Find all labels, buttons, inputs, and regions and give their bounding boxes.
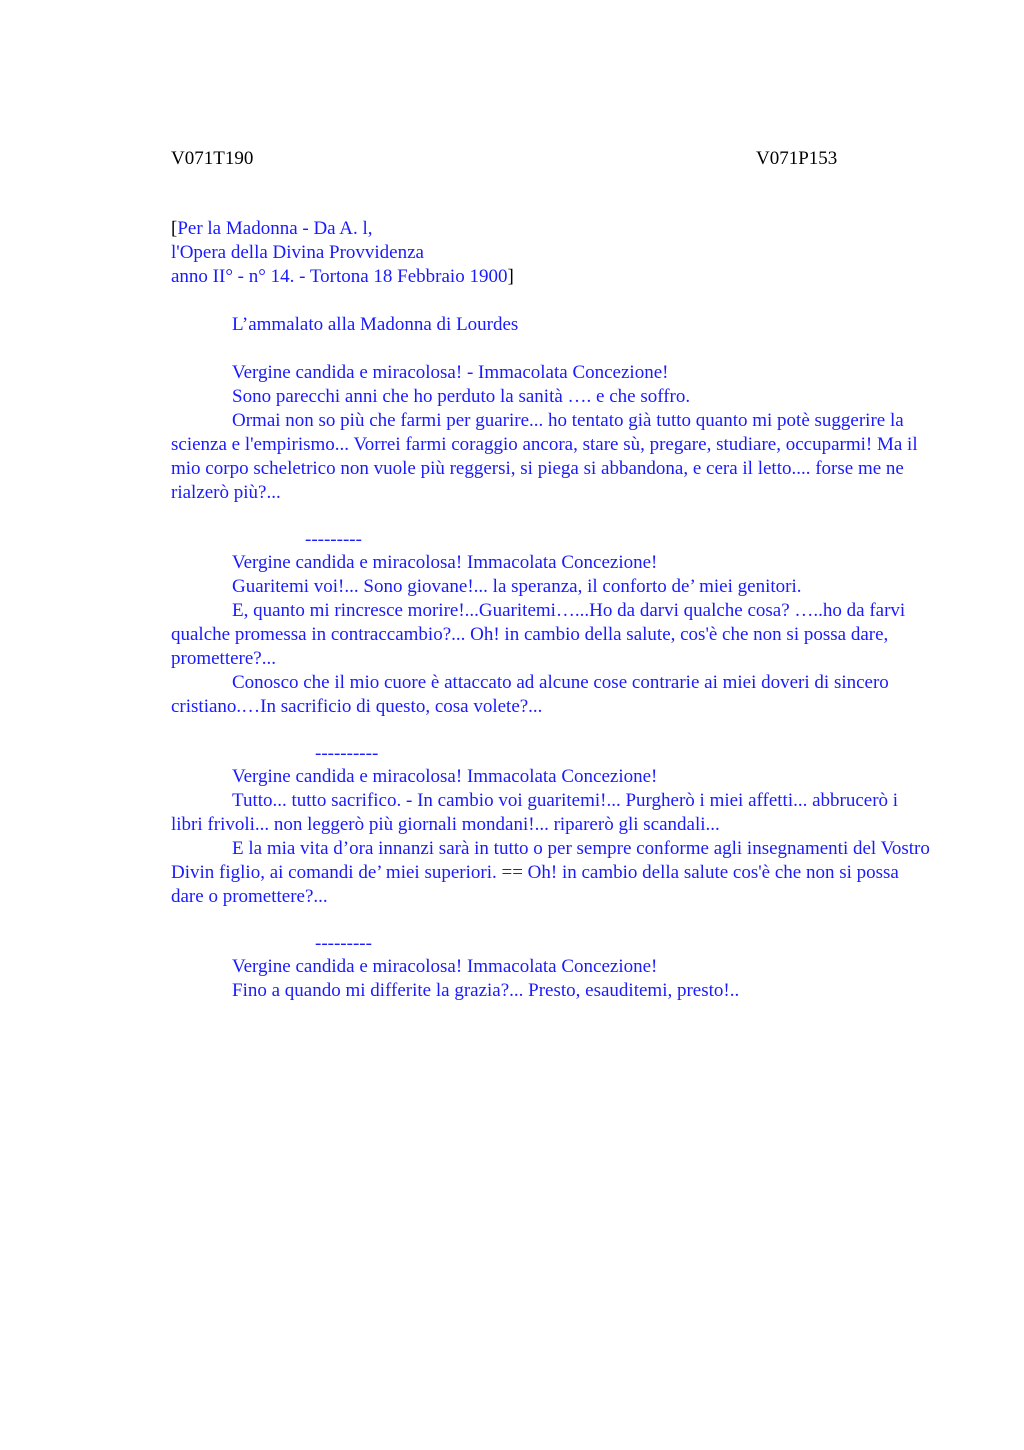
section-1-paragraph: Ormai non so più che farmi per guarire... ho tentato già tutto quanto mi potè suggerire la scienza e l'empirismo... Vorrei farmi coraggio ancora, stare sù, pregare, studiare, occuparmi! Ma il mio corpo scheletrico non vuole più reggersi, si piega si abbandona, e cera il letto.... forse me ne rialzerò più?...	[171, 410, 918, 503]
close-bracket: ]	[507, 266, 514, 287]
source-line-1	[171, 217, 931, 241]
section-3	[171, 765, 931, 909]
section-2-line-1: Guaritemi voi!... Sono giovane!... la speranza, il conforto de’ miei genitori.	[232, 576, 802, 597]
section-3-paragraph-2: E la mia vita d’ora innanzi sarà in tutto o per sempre conforme agli insegnamenti del Vostro Divin figlio, ai comandi de’ miei superiori. == Oh! in cambio della salute cos'è che non si possa dare o promettere?...	[171, 838, 930, 907]
separator-3-block	[171, 932, 931, 956]
section-4-invocation: Vergine candida e miracolosa! Immacolata Concezione!	[232, 956, 658, 977]
section-2-paragraph-1: E, quanto mi rincresce morire!...Guaritemi…...Ho da darvi qualche cosa? …..ho da farvi qualche promessa in contraccambio?... Oh! in cambio della salute, cos'è che non si possa dare, promettere?...	[171, 600, 906, 669]
section-3-invocation: Vergine candida e miracolosa! Immacolata Concezione!	[232, 766, 658, 787]
document-code-right: V071P153	[756, 148, 838, 169]
separator-3: ---------	[315, 933, 372, 954]
source-citation	[171, 217, 931, 289]
section-1-line-1: Sono parecchi anni che ho perduto la sanità …. e che soffro.	[232, 386, 691, 407]
separator-1-block	[171, 528, 931, 552]
separator-2: ----------	[315, 743, 379, 764]
section-4	[171, 955, 931, 1003]
section-3-paragraph-1: Tutto... tutto sacrifico. - In cambio voi guaritemi!... Purgherò i miei affetti... abbrucerò i libri frivoli... non leggerò più giornali mondani!... riparerò gli scandali...	[171, 790, 899, 835]
poem-title-block	[171, 313, 931, 337]
section-1-invocation: Vergine candida e miracolosa! - Immacolata Concezione!	[232, 362, 669, 383]
separator-2-block	[171, 742, 931, 766]
section-2-invocation: Vergine candida e miracolosa! Immacolata Concezione!	[232, 552, 658, 573]
section-4-line-1: Fino a quando mi differite la grazia?... Presto, esauditemi, presto!..	[232, 980, 740, 1001]
source-line-2: l'Opera della Divina Provvidenza	[171, 242, 424, 263]
poem-title: L’ammalato alla Madonna di Lourdes	[232, 314, 519, 335]
section-2-paragraph-2: Conosco che il mio cuore è attaccato ad alcune cose contrarie ai miei doveri di sincero cristiano.…In sacrificio di questo, cosa volete?...	[171, 672, 889, 717]
section-2	[171, 551, 931, 719]
section-1	[171, 361, 931, 505]
separator-1: ---------	[305, 529, 362, 550]
open-bracket: [	[171, 218, 178, 239]
source-line-3	[171, 265, 931, 289]
document-code-left: V071T190	[171, 148, 254, 169]
source-line-3-text: anno II° - n° 14. - Tortona 18 Febbraio 1900	[171, 266, 508, 287]
source-line-1-text: Per la Madonna - Da A. l,	[177, 218, 373, 239]
